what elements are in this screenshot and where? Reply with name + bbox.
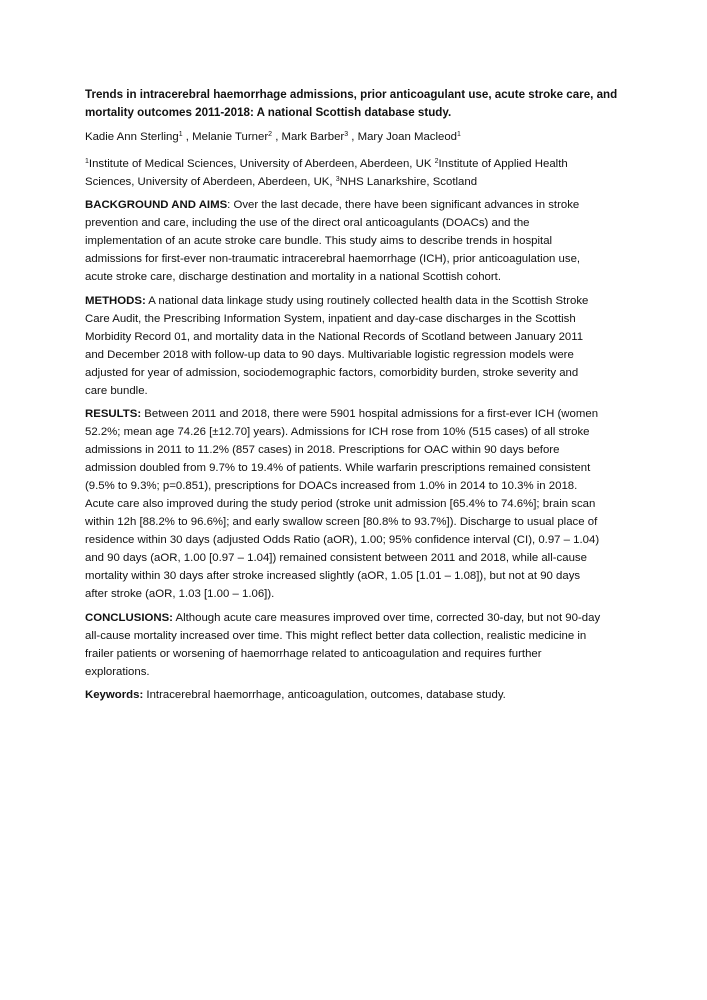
section-text: admissions for first-ever non-traumatic intracerebral haemorrhage (ICH), prior anticoagulation use,	[85, 253, 581, 265]
text-line	[85, 567, 645, 585]
section-text: frailer patients or worsening of haemorrhage related to anticoagulation and requires further	[85, 647, 542, 660]
section-text: Between 2011 and 2018, there were 5901 hospital admissions for a first-ever ICH (women	[141, 408, 599, 420]
section-text: care bundle.	[85, 384, 148, 397]
text-line	[85, 364, 645, 382]
section-label: BACKGROUND AND AIMS	[85, 199, 228, 211]
abstract-document	[85, 86, 645, 710]
title-line: mortality outcomes 2011-2018: A national Scottish database study.	[85, 106, 452, 119]
methods-section	[85, 292, 645, 400]
affiliation-mark: 2	[434, 157, 439, 165]
section-text: Morbidity Record 01, and mortality data in the National Records of Scotland between January 2011	[85, 330, 584, 343]
text-line	[85, 495, 645, 513]
affiliation-mark: 1	[85, 157, 89, 165]
author-name: Mark Barber	[281, 130, 345, 143]
section-label: Keywords:	[85, 689, 144, 701]
text-line	[85, 609, 645, 627]
text-line	[85, 292, 645, 310]
text-line	[85, 441, 645, 459]
section-text: adjusted for year of admission, sociodemographic factors, comorbidity burden, stroke severity and	[85, 366, 579, 379]
affiliation-3: NHS Lanarkshire, Scotland	[339, 175, 478, 188]
section-text: all-cause mortality increased over time. This might reflect better data collection, realistic medicine in	[85, 629, 587, 642]
background-section	[85, 196, 645, 286]
author-name: Kadie Ann Sterling	[85, 130, 179, 143]
keywords-section	[85, 686, 645, 704]
text-line	[85, 382, 645, 400]
affiliation-mark: 2	[268, 130, 273, 138]
text-line	[85, 405, 645, 423]
results-section	[85, 405, 645, 603]
affiliation-2: Sciences, University of Aberdeen, Aberdeen, UK,	[85, 175, 336, 188]
section-text: : Over the last decade, there have been significant advances in stroke	[227, 199, 580, 211]
author-list: Kadie Ann Sterling$^1$ , Melanie Turner$^2$ , Mark Barber$^3$ , Mary Joan Macleod$^1$	[85, 130, 461, 143]
affiliation-mark: 3	[344, 130, 349, 138]
section-text: mortality within 30 days after stroke increased slightly (aOR, 1.05 [1.01 – 1.08]), but not at 90 days	[85, 570, 581, 582]
text-line	[85, 459, 645, 477]
affiliation-mark: 3	[335, 175, 340, 183]
text-line	[85, 513, 645, 531]
section-text: Acute care also improved during the study period (stroke unit admission [65.4% to 74.6%]; brain scan	[85, 498, 596, 510]
conclusions-section	[85, 609, 645, 681]
text-line	[85, 250, 645, 268]
affiliation-2: Institute of Applied Health	[438, 157, 568, 170]
section-text: after stroke (aOR, 1.03 [1.00 – 1.06]).	[85, 588, 275, 600]
text-line	[85, 549, 645, 567]
affiliations	[85, 155, 645, 191]
title-line: Trends in intracerebral haemorrhage admissions, prior anticoagulant use, acute stroke care, and	[85, 88, 618, 101]
text-line	[85, 645, 645, 663]
section-text: (9.5% to 9.3%; p=0.851), prescriptions for DOACs increased from 1.0% in 2014 to 10.3% in 2018.	[85, 480, 578, 492]
author-name: Melanie Turner	[192, 130, 269, 143]
text-line	[85, 531, 645, 549]
paper-title	[85, 86, 645, 122]
text-line	[85, 310, 645, 328]
section-label: RESULTS:	[85, 408, 142, 420]
text-line	[85, 663, 645, 681]
section-text: acute stroke care, discharge destination and mortality in a national Scottish cohort.	[85, 271, 501, 283]
text-line	[85, 232, 645, 250]
section-text: Intracerebral haemorrhage, anticoagulation, outcomes, database study.	[143, 689, 506, 701]
section-text: admissions in 2011 to 11.2% (857 cases) in 2018. Prescriptions for OAC within 90 days before	[85, 444, 560, 456]
text-line	[85, 585, 645, 603]
text-line	[85, 627, 645, 645]
section-text: 52.2%; mean age 74.26 [±12.70] years). Admissions for ICH rose from 10% (515 cases) of all stroke	[85, 426, 590, 438]
affiliation-1: Institute of Medical Sciences, University of Aberdeen, Aberdeen, UK	[88, 157, 435, 170]
author-name: Mary Joan Macleod	[357, 130, 458, 143]
text-line	[85, 477, 645, 495]
abstract-sections	[85, 196, 645, 704]
text-line	[85, 196, 645, 214]
section-text: and 90 days (aOR, 1.00 [0.97 – 1.04]) remained consistent between 2011 and 2018, while all-cause	[85, 552, 587, 564]
section-text: Care Audit, the Prescribing Information System, inpatient and day-case discharges in the Scottish	[85, 312, 576, 325]
section-text: implementation of an acute stroke care bundle. This study aims to describe trends in hospital	[85, 235, 553, 247]
section-text: explorations.	[85, 665, 150, 678]
section-text: and December 2018 with follow-up data to 90 days. Multivariable logistic regression models were	[85, 348, 574, 361]
section-text: Although acute care measures improved over time, corrected 30-day, but not 90-day	[172, 611, 601, 624]
section-text: admission doubled from 9.7% to 19.4% of patients. While warfarin prescriptions remained consistent	[85, 462, 591, 474]
affiliation-mark: 1	[457, 130, 461, 138]
section-text: prevention and care, including the use of the direct oral anticoagulants (DOACs) and the	[85, 217, 530, 229]
section-label: METHODS:	[85, 294, 146, 307]
section-label: CONCLUSIONS:	[85, 611, 173, 624]
text-line	[85, 346, 645, 364]
text-line	[85, 423, 645, 441]
affiliation-mark: 1	[178, 130, 183, 138]
text-line	[85, 214, 645, 232]
text-line	[85, 686, 645, 704]
section-text: A national data linkage study using routinely collected health data in the Scottish Stroke	[145, 294, 589, 307]
text-line	[85, 328, 645, 346]
section-text: residence within 30 days (adjusted Odds Ratio (aOR), 1.00; 95% confidence interval (CI), 0.97 – 1.04)	[85, 534, 600, 546]
section-text: within 12h [88.2% to 96.6%]; and early swallow screen [80.8% to 93.7%]). Discharge to usual place of	[85, 516, 598, 528]
text-line	[85, 268, 645, 286]
